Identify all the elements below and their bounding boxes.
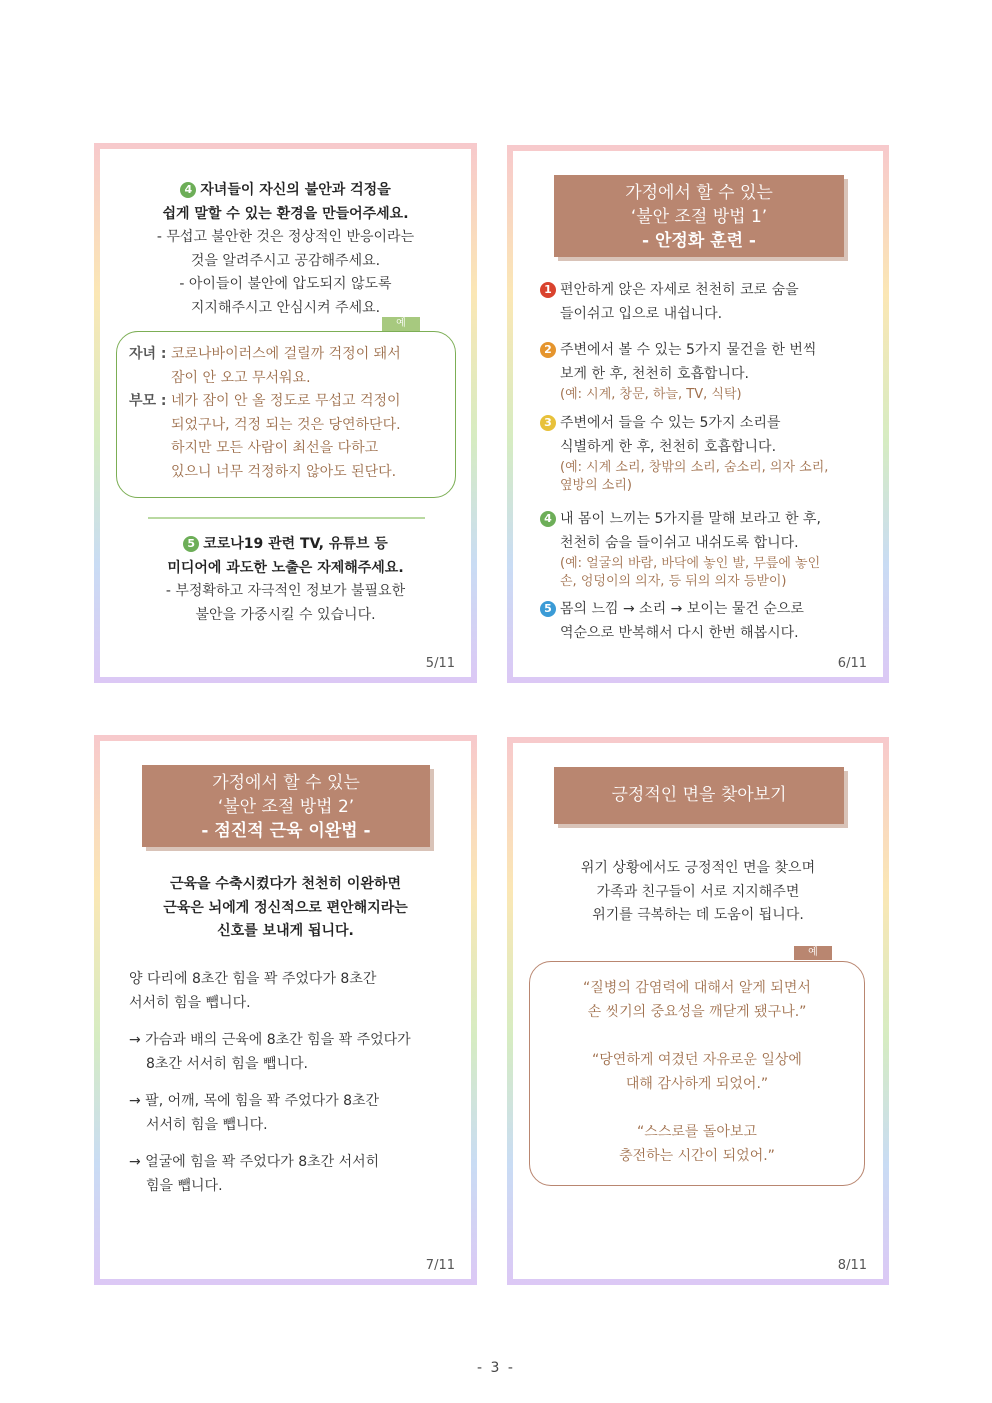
tip-4-title-line1: 자녀들이 자신의 불안과 걱정을 <box>200 182 391 198</box>
intro-line1: 근육을 수축시켰다가 천천히 이완하면 <box>169 876 401 892</box>
tip-4-bullet2-line1: - 아이들이 불안에 압도되지 않도록 <box>179 276 392 292</box>
number-1-badge: 1 <box>540 282 556 298</box>
number-5-badge: 5 <box>540 601 556 617</box>
intro-line3: 위기를 극복하는 데 도움이 됩니다. <box>592 907 804 923</box>
step-4-example-line2: 손, 엉덩이의 의자, 등 뒤의 의자 등받이) <box>560 573 787 589</box>
card-8-intro <box>513 857 883 928</box>
card-8-content <box>513 743 883 1279</box>
card-6-title-box <box>554 175 844 257</box>
relax-step-2-line1: → 가슴과 배의 근육에 8초간 힘을 꽉 주었다가 <box>129 1032 411 1048</box>
relax-step-2-line2: 8초간 서서히 힘을 뺍니다. <box>146 1055 308 1072</box>
relax-step-4 <box>129 1151 379 1198</box>
card-6-title-line2: ‘불안 조절 방법 1’ <box>630 207 768 227</box>
card-6-title-line3: - 안정화 훈련 - <box>642 231 756 251</box>
tip-4 <box>100 179 471 320</box>
card-8-title: 긍정적인 면을 찾아보기 <box>611 785 787 805</box>
step-5 <box>540 598 804 645</box>
card-8-title-box <box>554 767 844 824</box>
relax-step-1-line2: 서서히 힘을 뺍니다. <box>129 994 251 1011</box>
step-2-line2: 보게 한 후, 천천히 호흡합니다. <box>560 365 749 382</box>
step-3-line2: 식별하게 한 후, 천천히 호흡합니다. <box>560 438 777 455</box>
tip-4-title-line2: 쉽게 말할 수 있는 환경을 만들어주세요. <box>162 205 409 222</box>
card-6-title-line1: 가정에서 할 수 있는 <box>625 183 773 203</box>
example-tag: 예 <box>382 317 420 331</box>
relax-step-3-line1: → 팔, 어깨, 목에 힘을 꽉 주었다가 8초간 <box>129 1093 380 1109</box>
step-5-line1: 몸의 느낌 → 소리 → 보이는 물건 순으로 <box>560 601 804 617</box>
page-number: 6/11 <box>837 656 867 671</box>
step-1-line1: 편안하게 앉은 자세로 천천히 코로 숨을 <box>560 282 799 298</box>
card-7-intro <box>100 873 471 944</box>
step-4-line2: 천천히 숨을 들이쉬고 내쉬도록 합니다. <box>560 534 799 551</box>
tip-5-bullet-line2: 불안을 가중시킬 수 있습니다. <box>195 606 376 623</box>
card-7 <box>94 735 477 1285</box>
number-4-badge: 4 <box>540 511 556 527</box>
tip-5-bullet-line1: - 부정확하고 자극적인 정보가 불필요한 <box>165 583 406 599</box>
card-5 <box>94 143 477 683</box>
parent-line4: 있으니 너무 걱정하지 않아도 된단다. <box>171 463 397 480</box>
intro-line2: 근육은 뇌에게 정신적으로 편안해지라는 <box>163 899 408 916</box>
document-page-number: - 3 - <box>477 1360 515 1376</box>
tip-4-bullet2-line2: 지지해주시고 안심시켜 주세요. <box>190 299 381 316</box>
number-2-badge: 2 <box>540 342 556 358</box>
step-2 <box>540 339 816 404</box>
step-4-example-line1: (예: 얼굴의 바람, 바닥에 놓인 발, 무릎에 놓인 <box>560 556 821 571</box>
relax-step-4-line1: → 얼굴에 힘을 꽉 주었다가 8초간 서서히 <box>129 1154 380 1170</box>
quote-3-line2: 충전하는 시간이 되었어.” <box>619 1148 775 1164</box>
quote-3-line1: “스스로를 돌아보고 <box>637 1124 757 1140</box>
step-3 <box>540 412 828 494</box>
step-4-line1: 내 몸이 느끼는 5가지를 말해 보라고 한 후, <box>560 511 821 527</box>
relax-step-3-line2: 서서히 힘을 뺍니다. <box>146 1116 268 1133</box>
example-dialogue-box <box>116 331 456 498</box>
parent-line3: 하지만 모든 사람이 최선을 다하고 <box>171 440 379 456</box>
relax-step-1 <box>129 968 376 1015</box>
child-label: 자녀 : <box>129 346 167 362</box>
page-number: 8/11 <box>837 1258 867 1273</box>
tip-5 <box>100 533 471 627</box>
parent-line2: 되었구나, 걱정 되는 것은 당연하단다. <box>171 416 401 433</box>
tip-5-title-line2: 미디어에 과도한 노출은 자제해주세요. <box>167 559 404 576</box>
step-5-line2: 역순으로 반복해서 다시 한번 해봅시다. <box>560 624 799 641</box>
child-line1: 코로나바이러스에 걸릴까 걱정이 돼서 <box>170 346 401 362</box>
number-4-badge: 4 <box>180 182 196 198</box>
card-7-title-line2: ‘불안 조절 방법 2’ <box>217 797 355 817</box>
card-7-title-box <box>142 765 430 847</box>
card-7-content <box>100 741 471 1279</box>
tip-5-title-line1: 코로나19 관련 TV, 유튜브 등 <box>203 536 388 552</box>
intro-line1: 위기 상황에서도 긍정적인 면을 찾으며 <box>580 860 816 876</box>
intro-line2: 가족과 친구들이 서로 지지해주면 <box>596 883 800 900</box>
card-6-content <box>513 151 883 677</box>
step-2-example: (예: 시계, 창문, 하늘, TV, 식탁) <box>560 387 742 402</box>
step-3-example-line1: (예: 시계 소리, 창밖의 소리, 숨소리, 의자 소리, <box>560 460 829 475</box>
example-tag: 예 <box>794 946 832 960</box>
card-7-title-line3: - 점진적 근육 이완법 - <box>201 821 371 841</box>
quote-2-line1: “당연하게 여겼던 자유로운 일상에 <box>592 1052 802 1068</box>
card-8 <box>507 737 889 1285</box>
card-5-content <box>100 149 471 677</box>
quote-2-line2: 대해 감사하게 되었어.” <box>625 1076 769 1092</box>
relax-step-1-line1: 양 다리에 8초간 힘을 꽉 주었다가 8초간 <box>129 971 377 987</box>
relax-step-3 <box>129 1090 379 1137</box>
step-3-line1: 주변에서 들을 수 있는 5가지 소리를 <box>560 415 781 431</box>
step-3-example-line2: 옆방의 소리) <box>560 477 632 493</box>
divider-line <box>148 517 425 519</box>
parent-label: 부모 : <box>129 393 167 409</box>
card-7-title-line1: 가정에서 할 수 있는 <box>212 773 360 793</box>
tip-4-bullet1-line1: - 무섭고 불안한 것은 정상적인 반응이라는 <box>156 229 415 245</box>
card-6 <box>507 145 889 683</box>
step-4 <box>540 508 821 590</box>
tip-4-bullet1-line2: 것을 알려주시고 공감해주세요. <box>190 252 381 269</box>
step-1-line2: 들이쉬고 입으로 내쉽니다. <box>560 305 723 322</box>
quote-1-line1: “질병의 감염력에 대해서 알게 되면서 <box>583 980 811 996</box>
example-quotes-box <box>529 961 865 1186</box>
step-2-line1: 주변에서 볼 수 있는 5가지 물건을 한 번씩 <box>560 342 817 358</box>
quote-1-line2: 손 씻기의 중요성을 깨닫게 됐구나.” <box>587 1004 807 1020</box>
relax-step-4-line2: 힘을 뺍니다. <box>146 1177 223 1194</box>
page-number: 5/11 <box>425 656 455 671</box>
relax-step-2 <box>129 1029 411 1076</box>
page-number: 7/11 <box>425 1258 455 1273</box>
number-5-badge: 5 <box>183 536 199 552</box>
parent-line1: 네가 잠이 안 올 정도로 무섭고 걱정이 <box>170 393 401 409</box>
child-line2: 잠이 안 오고 무서워요. <box>171 369 311 386</box>
intro-line3: 신호를 보내게 됩니다. <box>217 923 354 939</box>
number-3-badge: 3 <box>540 415 556 431</box>
step-1 <box>540 279 799 326</box>
